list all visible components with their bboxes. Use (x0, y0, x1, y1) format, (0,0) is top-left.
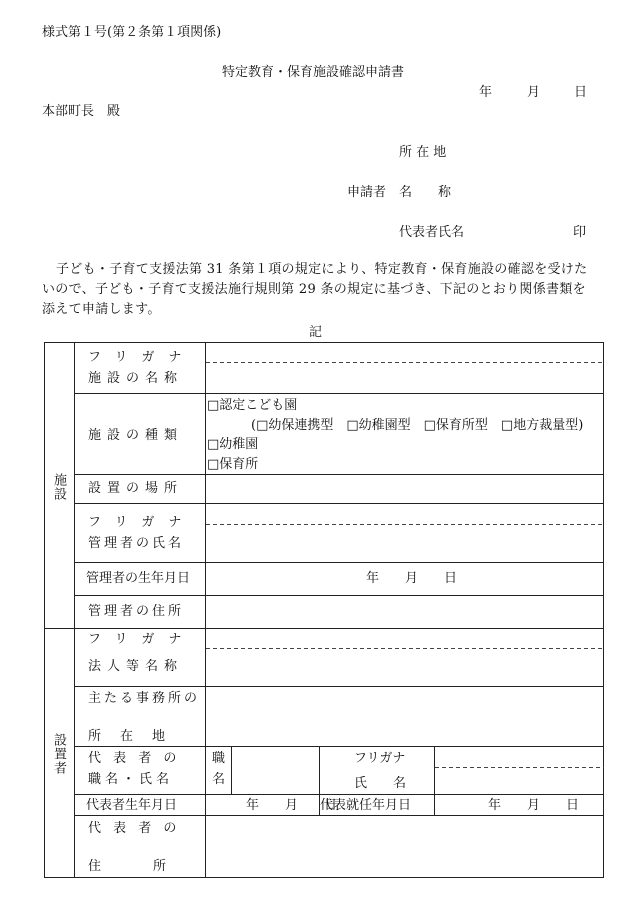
rep-appointed-label: 代表就任年月日 (320, 798, 412, 813)
rep-mei-label: 名 (212, 772, 226, 787)
date-year-label: 年 (479, 85, 493, 100)
corp-furigana-label: フリガナ (88, 632, 196, 647)
rep-birth-label: 代表者生年月日 (86, 798, 178, 813)
applicant-name-label: 名 称 (399, 185, 452, 200)
facility-furigana-label: フリガナ (88, 350, 196, 365)
facility-name-label: 施設の名称 (88, 371, 184, 386)
rep-address-label-line2: 住 所 (88, 859, 167, 874)
manager-birth-value: 年 月 日 (366, 571, 458, 586)
facility-section-label: 施設 (51, 473, 66, 501)
facility-type-yochien-option[interactable]: □幼稚園 (207, 437, 259, 452)
facility-type-nintei-option[interactable]: □認定こども園 (207, 398, 298, 413)
manager-name-label: 管理者の氏名 (88, 536, 185, 551)
form-number: 様式第１号(第２条第１項関係) (42, 25, 222, 40)
applicant-rep-label: 代表者氏名 (399, 225, 465, 240)
manager-address-label: 管理者の住所 (88, 604, 185, 619)
rep-title-label-line2: 職名・氏名 (88, 772, 174, 787)
facility-type-hoikusho-option[interactable]: □保育所 (207, 457, 259, 472)
facility-location-label: 設置の場所 (88, 481, 184, 496)
date-month-label: 月 (527, 85, 541, 100)
application-body: 子ども・子育て支援法第 31 条第１項の規定により、特定教育・保育施設の確認を受けたいので、子ども・子育て支援法施行規則第 29 条の規定に基づき、下記のとおり関係書類を添えて申請します。 (42, 262, 588, 317)
applicant-prefix: 申請者 (347, 185, 387, 200)
rep-title-label-line1: 代 表 者 の (88, 751, 181, 766)
office-address-label-line2: 所 在 地 (88, 729, 169, 744)
rep-appointed-value: 年 月 日 (488, 798, 580, 813)
applicant-address-label: 所 在 地 (399, 145, 447, 160)
addressee: 本部町長 殿 (42, 104, 121, 119)
facility-type-label: 施設の種類 (88, 428, 184, 443)
rep-shoku-label: 職 (212, 751, 226, 766)
rep-birth-value: 年 月 日 (246, 798, 338, 813)
office-address-label-line1: 主たる事務所の (88, 691, 201, 706)
manager-birth-label: 管理者の生年月日 (86, 571, 191, 586)
rep-furigana-label: フリガナ (354, 751, 406, 766)
founder-section-label: 設置者 (51, 733, 66, 775)
rep-address-label-line1: 代 表 者 の (88, 821, 181, 836)
facility-type-subtype-options[interactable]: (□幼保連携型 □幼稚園型 □保育所型 □地方裁量型) (251, 418, 584, 433)
rep-shimei-label: 氏 名 (354, 776, 407, 791)
manager-furigana-label: フリガナ (88, 515, 196, 530)
ki-mark: 記 (309, 325, 323, 340)
seal-mark: 印 (573, 225, 587, 240)
date-day-label: 日 (574, 85, 588, 100)
document-title: 特定教育・保育施設確認申請書 (222, 65, 405, 80)
corp-name-label: 法人等名称 (88, 659, 184, 674)
